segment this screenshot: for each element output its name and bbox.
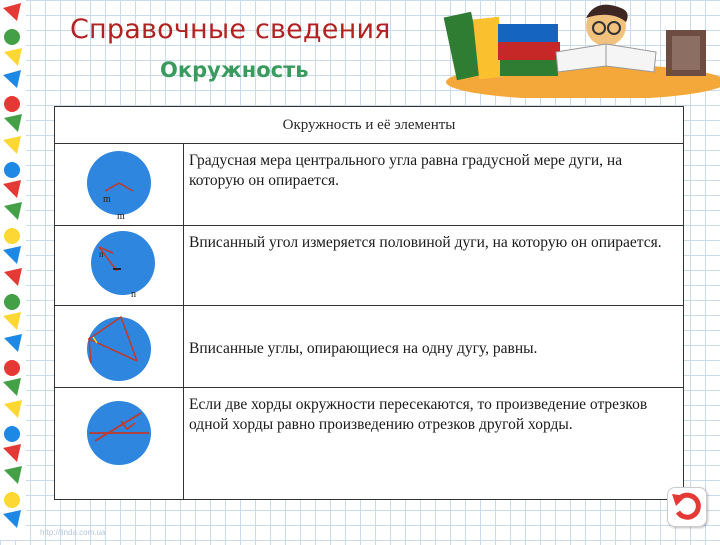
return-arrow-icon xyxy=(668,488,706,526)
page-subtitle: Окружность xyxy=(160,58,309,82)
decorative-side-strip xyxy=(0,0,26,540)
table-row-text: Градусная мера центрального угла равна градусной мере дуги, на которую он опирается. xyxy=(189,152,623,189)
row-divider xyxy=(55,387,683,388)
table-row-text: Вписанные углы, опирающиеся на одну дугу, равны. xyxy=(189,340,538,357)
reading-boy-illustration xyxy=(436,0,720,98)
table-row-text: Если две хорды окружности пересекаются, то произведение отрезков одной хорды равно произведению отрезков другой хорды. xyxy=(189,396,648,433)
figure-label: n xyxy=(131,289,136,300)
central-angle-figure xyxy=(77,149,167,225)
inscribed-angle-figure xyxy=(77,229,177,303)
table-row-text: Вписанный угол измеряется половиной дуги, на которую он опирается. xyxy=(189,234,662,251)
page-title: Справочные сведения xyxy=(70,14,391,45)
figure-label: m xyxy=(103,194,111,205)
table-heading: Окружность и её элементы xyxy=(55,107,683,144)
watermark-text: http://linda.com.ua xyxy=(40,528,106,537)
equal-inscribed-angles-figure xyxy=(77,313,167,385)
intersecting-chords-figure xyxy=(77,397,167,471)
figure-label: m xyxy=(117,211,125,222)
return-button[interactable] xyxy=(667,487,707,527)
row-divider xyxy=(55,305,683,306)
column-divider xyxy=(183,143,184,499)
decorative-shapes xyxy=(0,0,26,540)
figure-label: n xyxy=(99,249,104,259)
row-divider xyxy=(55,225,683,226)
info-table xyxy=(54,106,684,500)
